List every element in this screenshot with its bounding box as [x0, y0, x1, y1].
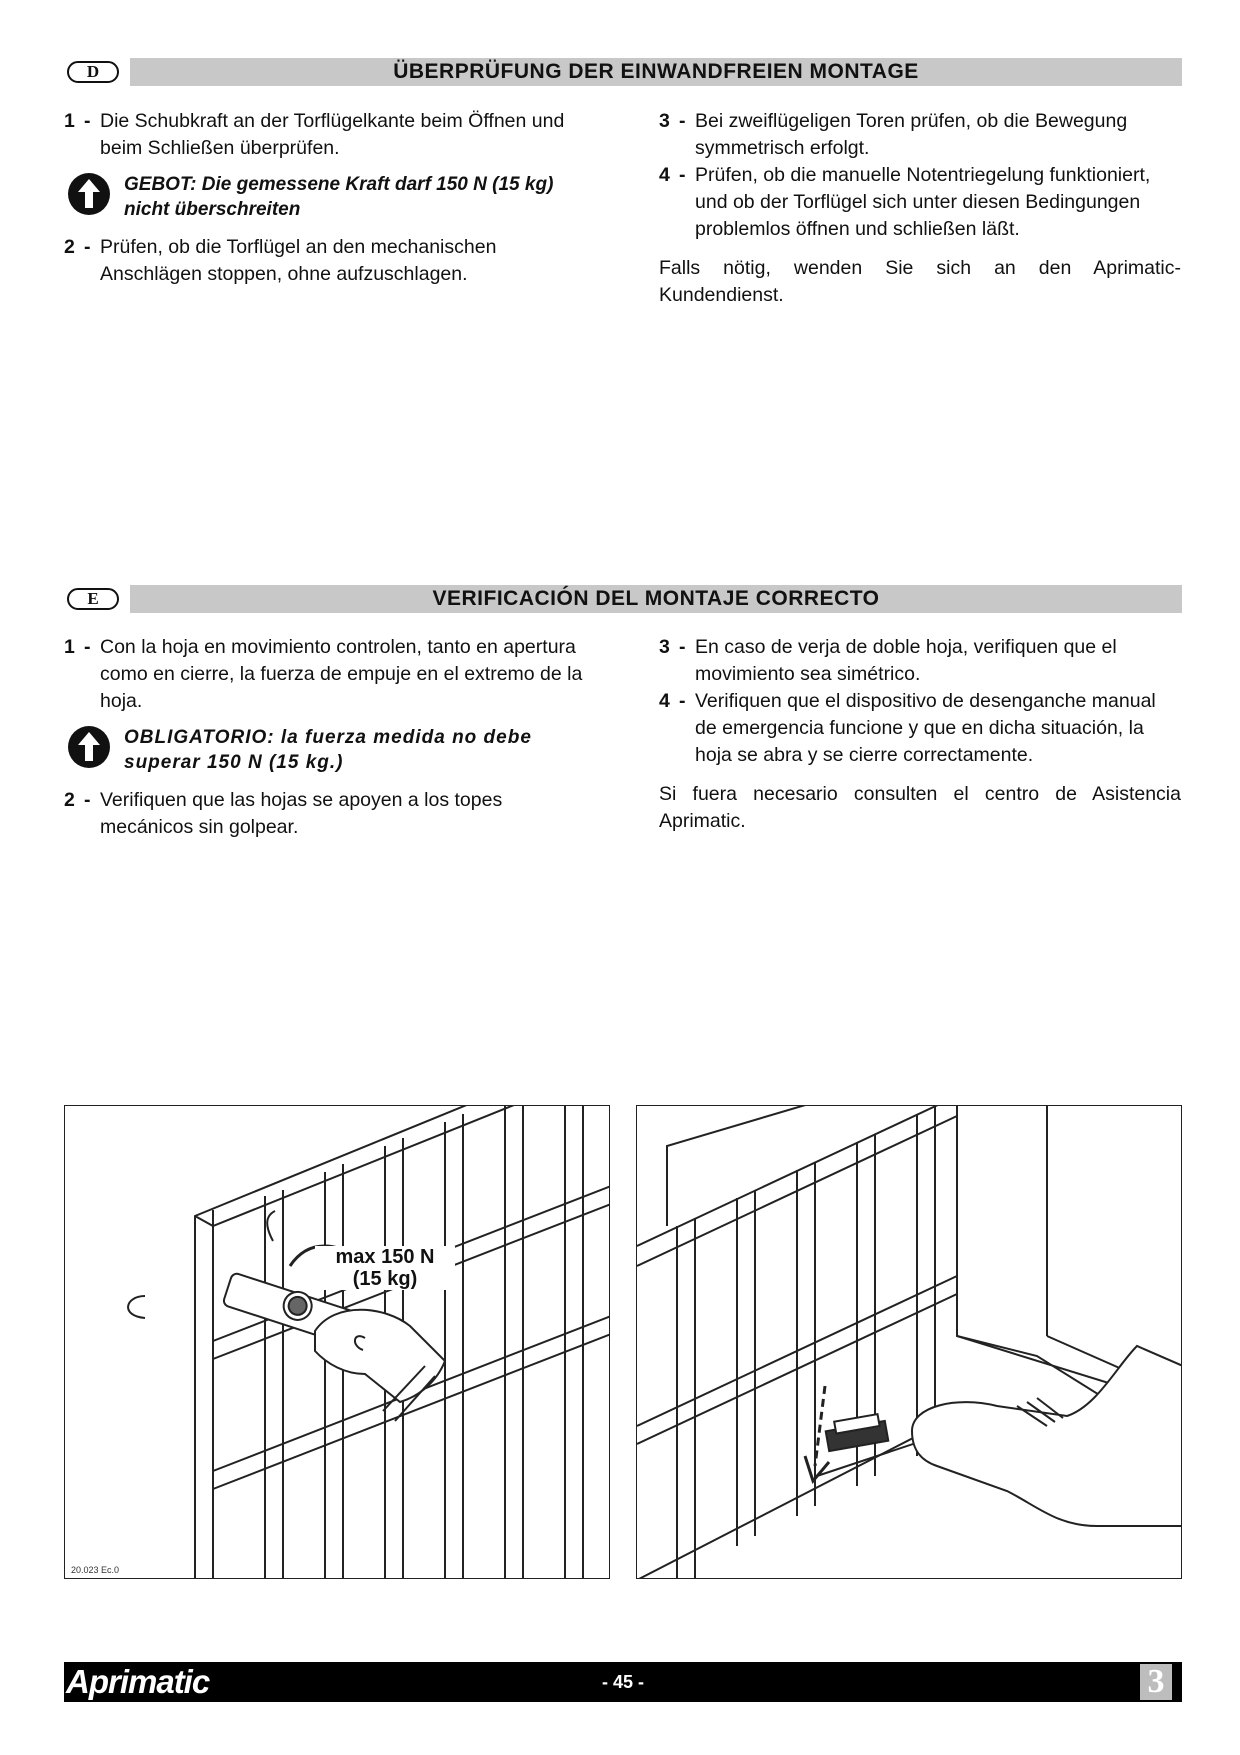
section-title-es: VERIFICACIÓN DEL MONTAJE CORRECTO [130, 585, 1182, 613]
gate-force-gauge-illustration [65, 1106, 610, 1579]
mandatory-note-es [64, 725, 584, 775]
chapter-number: 3 [1140, 1664, 1172, 1700]
item-text: Bei zweiflügeligen Toren prüfen, ob die Bewegung symmetrisch erfolgt. [695, 110, 1128, 159]
force-label-line2: (15 kg) [352, 1268, 418, 1290]
column-left-es [64, 634, 584, 841]
closing-text-de: Falls nötig, wenden Sie sich an den Aprimatic-Kundendienst. [659, 257, 1181, 306]
column-right-es [659, 634, 1181, 835]
item-number: 2 - [64, 236, 91, 258]
item-number: 1 - [64, 636, 91, 658]
page-number: - 45 - [601, 1672, 644, 1692]
force-label-line1: max 150 N [335, 1246, 435, 1268]
note-text: GEBOT: Die gemessene Kraft darf 150 N (15 kg) nicht überschreiten [124, 174, 554, 220]
item-text: Con la hoja en movimiento controlen, tanto en apertura como en cierre, la fuerza de empuje en el extremo de la hoja. [100, 636, 583, 712]
item-number: 2 - [64, 789, 91, 811]
mandatory-arrow-icon [67, 172, 111, 216]
closing-text-es: Si fuera necesario consulten el centro de Asistencia Aprimatic. [659, 783, 1181, 832]
list-item [659, 688, 1181, 769]
item-text: Prüfen, ob die manuelle Notentriegelung funktioniert, und ob der Torflügel sich unter diesen Bedingungen problemlos öffnen und schließen läßt. [695, 164, 1151, 240]
mandatory-note-de [64, 172, 584, 222]
foot-release-pedal-illustration [637, 1106, 1182, 1579]
list-item [659, 108, 1181, 162]
column-right-de [659, 108, 1181, 309]
column-left-de [64, 108, 584, 288]
item-number: 4 - [659, 164, 686, 186]
item-text: Verifiquen que las hojas se apoyen a los topes mecánicos sin golpear. [100, 789, 503, 838]
figure-force-gauge [64, 1105, 610, 1579]
item-text: Prüfen, ob die Torflügel an den mechanischen Anschlägen stoppen, ohne aufzuschlagen. [100, 236, 497, 285]
list-item [659, 634, 1181, 688]
list-item [64, 108, 584, 162]
page-footer [64, 1662, 1182, 1702]
section-title-de: ÜBERPRÜFUNG DER EINWANDFREIEN MONTAGE [130, 58, 1182, 86]
item-number: 3 - [659, 110, 686, 132]
figure-code: 20.023 Ec.0 [71, 1565, 120, 1575]
language-badge-es: E [67, 588, 119, 610]
item-number: 4 - [659, 690, 686, 712]
language-badge-de: D [67, 61, 119, 83]
item-text: Verifiquen que el dispositivo de desenganche manual de emergencia funcione y que en dicha situación, la hoja se abra y se cierre correctamente. [695, 690, 1156, 766]
mandatory-arrow-icon [67, 725, 111, 769]
figure-foot-release [636, 1105, 1182, 1579]
list-item [64, 234, 584, 288]
item-text: Die Schubkraft an der Torflügelkante beim Öffnen und beim Schließen überprüfen. [100, 110, 565, 159]
item-text: En caso de verja de doble hoja, verifiquen que el movimiento sea simétrico. [695, 636, 1117, 685]
note-text: OBLIGATORIO: la fuerza medida no debe superar 150 N (15 kg.) [124, 727, 532, 773]
item-number: 1 - [64, 110, 91, 132]
brand-logo: Aprimatic [66, 1663, 210, 1700]
list-item [64, 634, 584, 715]
list-item [64, 787, 584, 841]
force-label [315, 1246, 455, 1290]
item-number: 3 - [659, 636, 686, 658]
list-item [659, 162, 1181, 243]
